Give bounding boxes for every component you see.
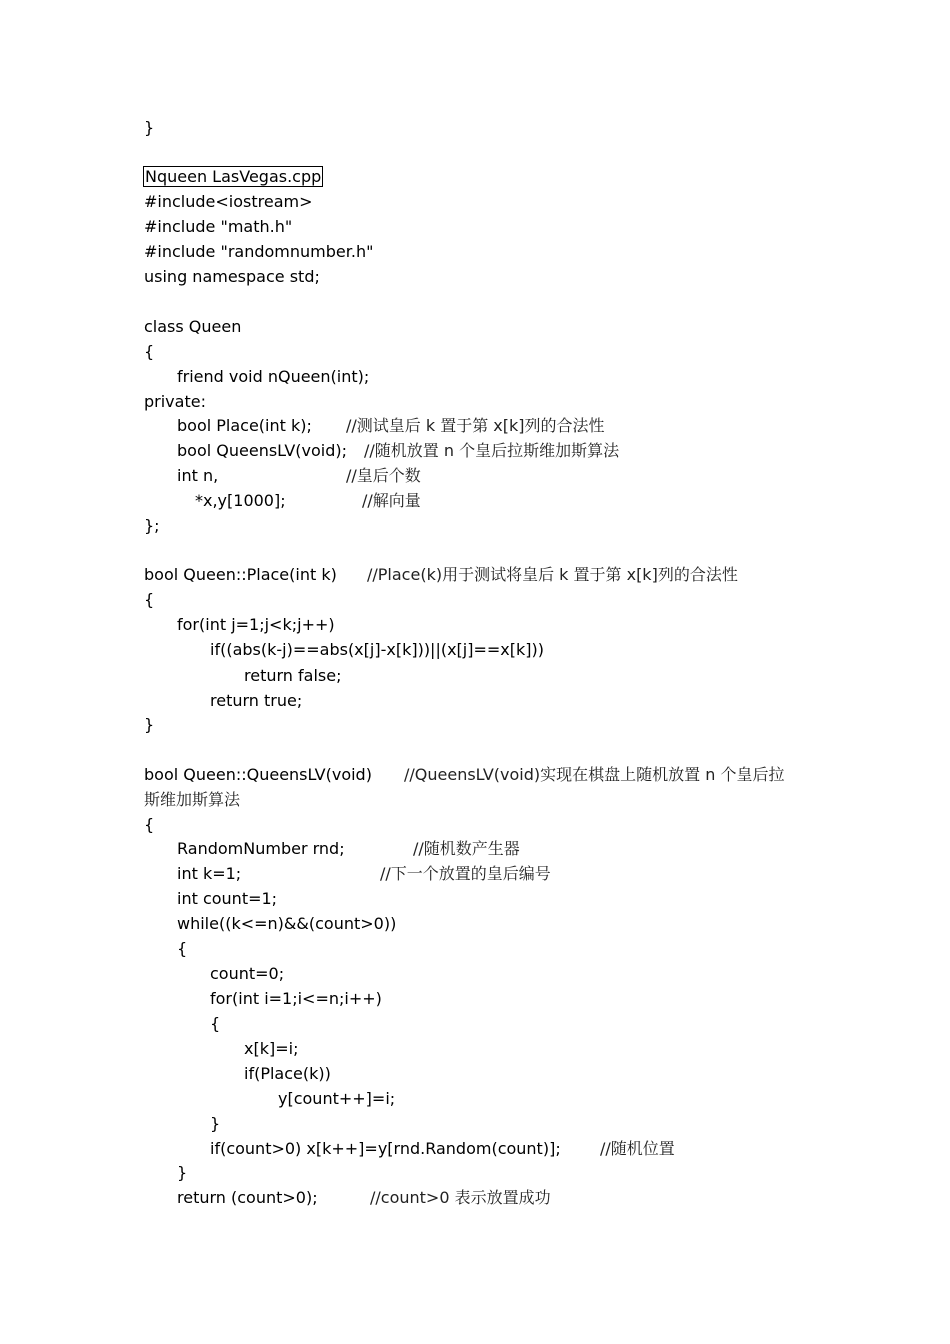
code-line: #include "randomnumber.h" bbox=[144, 242, 374, 261]
code-comment: //解向量 bbox=[362, 491, 421, 510]
code-comment: //皇后个数 bbox=[346, 466, 421, 485]
code-comment: //随机数产生器 bbox=[413, 839, 520, 858]
code-line: } bbox=[210, 1114, 221, 1133]
code-line: for(int i=1;i<=n;i++) bbox=[210, 989, 382, 1008]
code-line: if((abs(k-j)==abs(x[j]-x[k]))||(x[j]==x[k])) bbox=[210, 640, 544, 659]
code-comment: //count>0 表示放置成功 bbox=[370, 1188, 551, 1207]
code-line: { bbox=[210, 1014, 221, 1033]
code-line: bool Place(int k); bbox=[177, 416, 312, 435]
code-line: RandomNumber rnd; bbox=[177, 839, 345, 858]
code-line: return true; bbox=[210, 691, 303, 710]
code-line: using namespace std; bbox=[144, 267, 320, 286]
code-line: #include "math.h" bbox=[144, 217, 293, 236]
code-comment: //随机放置 n 个皇后拉斯维加斯算法 bbox=[364, 441, 620, 460]
code-line: *x,y[1000]; bbox=[195, 491, 286, 510]
code-line: } bbox=[177, 1163, 188, 1182]
code-line: { bbox=[177, 939, 188, 958]
code-comment: //测试皇后 k 置于第 x[k]列的合法性 bbox=[346, 416, 605, 435]
code-line: for(int j=1;j<k;j++) bbox=[177, 615, 335, 634]
code-line: private: bbox=[144, 392, 206, 411]
file-name-label: Nqueen LasVegas.cpp bbox=[145, 167, 322, 186]
code-line: { bbox=[144, 590, 155, 609]
code-line: bool Queen::QueensLV(void) bbox=[144, 765, 372, 784]
code-line: int k=1; bbox=[177, 864, 242, 883]
code-line: count=0; bbox=[210, 964, 285, 983]
code-line: class Queen bbox=[144, 317, 242, 336]
code-line: return false; bbox=[244, 666, 342, 685]
code-line: if(Place(k)) bbox=[244, 1064, 331, 1083]
code-line: friend void nQueen(int); bbox=[177, 367, 370, 386]
code-line: while((k<=n)&&(count>0)) bbox=[177, 914, 397, 933]
code-comment: //QueensLV(void)实现在棋盘上随机放置 n 个皇后拉 bbox=[404, 765, 785, 784]
code-line: }; bbox=[144, 516, 160, 535]
code-line: { bbox=[144, 342, 155, 361]
code-line: #include<iostream> bbox=[144, 192, 313, 211]
code-line: int count=1; bbox=[177, 889, 278, 908]
code-comment: //随机位置 bbox=[600, 1139, 675, 1158]
code-line: { bbox=[144, 815, 155, 834]
code-line: bool Queen::Place(int k) bbox=[144, 565, 337, 584]
code-line: y[count++]=i; bbox=[278, 1089, 396, 1108]
code-comment: //Place(k)用于测试将皇后 k 置于第 x[k]列的合法性 bbox=[367, 565, 738, 584]
code-line: bool QueensLV(void); bbox=[177, 441, 347, 460]
code-line: int n, bbox=[177, 466, 219, 485]
code-line: } bbox=[144, 715, 155, 734]
code-line: if(count>0) x[k++]=y[rnd.Random(count)]; bbox=[210, 1139, 561, 1158]
code-line: return (count>0); bbox=[177, 1188, 318, 1207]
code-comment: //下一个放置的皇后编号 bbox=[380, 864, 551, 883]
code-line: x[k]=i; bbox=[244, 1039, 299, 1058]
code-comment: 斯维加斯算法 bbox=[144, 790, 241, 809]
code-line: } bbox=[144, 118, 155, 137]
